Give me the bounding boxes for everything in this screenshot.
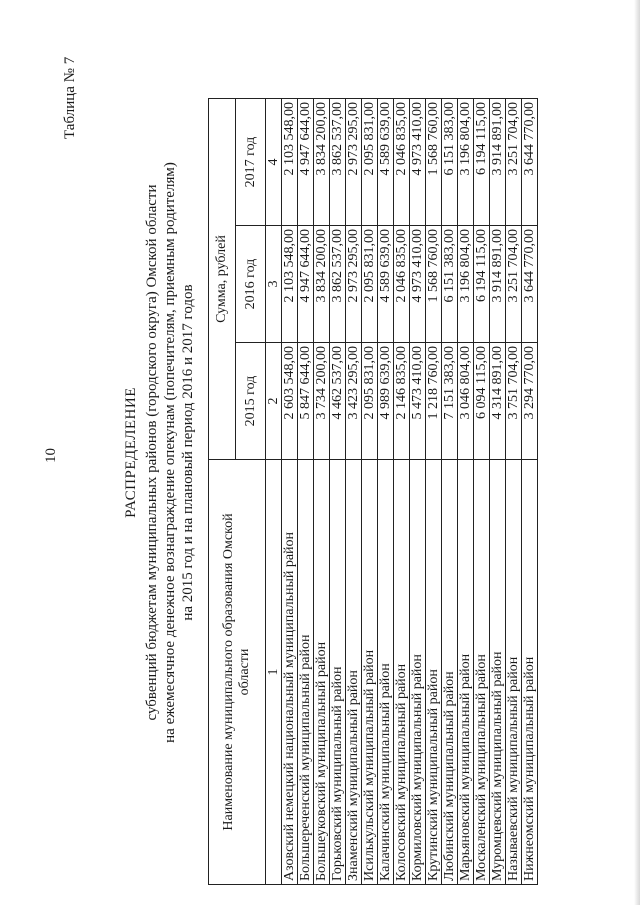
header-year-2016: 2016 год [236, 226, 266, 343]
value-2015-cell: 2 603 548,00 [282, 343, 298, 460]
municipality-name-cell: Любинский муниципальный район [442, 460, 458, 885]
header-municipality: Наименование муниципального образования Омской области [209, 460, 266, 885]
index-cell: 2 [266, 343, 282, 460]
value-2017-cell: 3 914 891,00 [490, 99, 506, 226]
value-2016-cell: 2 046 835,00 [394, 226, 410, 343]
table-row [442, 99, 458, 885]
municipality-name-cell: Кормиловский муниципальный район [410, 460, 426, 885]
municipality-name-cell: Колосовский муниципальный район [394, 460, 410, 885]
header-year-2017: 2017 год [236, 99, 266, 226]
value-2015-cell: 3 046 804,00 [458, 343, 474, 460]
table-row [298, 99, 314, 885]
value-2016-cell: 3 251 704,00 [506, 226, 522, 343]
index-cell: 1 [266, 460, 282, 885]
value-2017-cell: 2 973 295,00 [346, 99, 362, 226]
table-row [490, 99, 506, 885]
title-line-2: на ежемесячное денежное вознаграждение опекунам (попечителям, приемным родителям) [162, 162, 178, 743]
table-row [394, 99, 410, 885]
value-2017-cell: 6 151 383,00 [442, 99, 458, 226]
value-2015-cell: 7 151 383,00 [442, 343, 458, 460]
index-cell: 3 [266, 226, 282, 343]
table-row [314, 99, 330, 885]
table-row [410, 99, 426, 885]
value-2017-cell: 2 103 548,00 [282, 99, 298, 226]
table-row [474, 99, 490, 885]
table-row [282, 99, 298, 885]
table-body [282, 99, 538, 885]
municipality-name-cell: Муромцевский муниципальный район [490, 460, 506, 885]
table-row [426, 99, 442, 885]
value-2016-cell: 4 973 410,00 [410, 226, 426, 343]
value-2015-cell: 3 423 295,00 [346, 343, 362, 460]
table-row [506, 99, 522, 885]
value-2017-cell: 3 196 804,00 [458, 99, 474, 226]
table-row [330, 99, 346, 885]
value-2017-cell: 4 973 410,00 [410, 99, 426, 226]
value-2015-cell: 5 473 410,00 [410, 343, 426, 460]
value-2015-cell: 2 095 831,00 [362, 343, 378, 460]
municipality-name-cell: Большеуковский муниципальный район [314, 460, 330, 885]
value-2017-cell: 4 947 644,00 [298, 99, 314, 226]
value-2016-cell: 2 095 831,00 [362, 226, 378, 343]
value-2016-cell: 3 834 200,00 [314, 226, 330, 343]
index-cell: 4 [266, 99, 282, 226]
value-2015-cell: 5 847 644,00 [298, 343, 314, 460]
value-2016-cell: 6 151 383,00 [442, 226, 458, 343]
municipality-name-cell: Горьковский муниципальный район [330, 460, 346, 885]
table-row [346, 99, 362, 885]
header-sum: Сумма, рублей [209, 99, 236, 460]
value-2016-cell: 2 973 295,00 [346, 226, 362, 343]
municipality-name-cell: Крутинский муниципальный район [426, 460, 442, 885]
value-2017-cell: 2 095 831,00 [362, 99, 378, 226]
value-2015-cell: 3 294 770,00 [522, 343, 538, 460]
header-year-2015: 2015 год [236, 343, 266, 460]
value-2016-cell: 1 568 760,00 [426, 226, 442, 343]
municipality-name-cell: Марьяновский муниципальный район [458, 460, 474, 885]
value-2017-cell: 1 568 760,00 [426, 99, 442, 226]
value-2017-cell: 6 194 115,00 [474, 99, 490, 226]
value-2016-cell: 6 194 115,00 [474, 226, 490, 343]
value-2016-cell: 4 589 639,00 [378, 226, 394, 343]
value-2016-cell: 3 862 537,00 [330, 226, 346, 343]
value-2015-cell: 4 989 639,00 [378, 343, 394, 460]
subvention-table [208, 98, 538, 885]
table-row [522, 99, 538, 885]
value-2016-cell: 2 103 548,00 [282, 226, 298, 343]
value-2015-cell: 2 146 835,00 [394, 343, 410, 460]
value-2015-cell: 3 751 704,00 [506, 343, 522, 460]
value-2016-cell: 3 644 770,00 [522, 226, 538, 343]
title-line-1: субвенций бюджетам муниципальных районов (городского округа) Омской области [144, 184, 160, 721]
municipality-name-cell: Знаменский муниципальный район [346, 460, 362, 885]
value-2016-cell: 3 914 891,00 [490, 226, 506, 343]
municipality-name-cell: Нижнеомский муниципальный район [522, 460, 538, 885]
table-row [458, 99, 474, 885]
table-row [362, 99, 378, 885]
table-row [378, 99, 394, 885]
value-2017-cell: 3 862 537,00 [330, 99, 346, 226]
municipality-name-cell: Калачинский муниципальный район [378, 460, 394, 885]
municipality-name-cell: Азовский немецкий национальный муниципальный район [282, 460, 298, 885]
value-2017-cell: 2 046 835,00 [394, 99, 410, 226]
title-line-3: на 2015 год и на плановый период 2016 и 2017 годов [180, 284, 196, 621]
value-2017-cell: 3 834 200,00 [314, 99, 330, 226]
value-2016-cell: 3 196 804,00 [458, 226, 474, 343]
value-2015-cell: 1 218 760,00 [426, 343, 442, 460]
value-2017-cell: 4 589 639,00 [378, 99, 394, 226]
municipality-name-cell: Называевский муниципальный район [506, 460, 522, 885]
municipality-name-cell: Исилькульский муниципальный район [362, 460, 378, 885]
document-heading: РАСПРЕДЕЛЕНИЕ [123, 387, 139, 518]
page-number: 10 [43, 448, 59, 463]
value-2017-cell: 3 251 704,00 [506, 99, 522, 226]
value-2015-cell: 4 462 537,00 [330, 343, 346, 460]
value-2015-cell: 6 094 115,00 [474, 343, 490, 460]
value-2015-cell: 4 314 891,00 [490, 343, 506, 460]
municipality-name-cell: Большереченский муниципальный район [298, 460, 314, 885]
table-number: Таблица № 7 [62, 56, 78, 139]
municipality-name-cell: Москаленский муниципальный район [474, 460, 490, 885]
value-2017-cell: 3 644 770,00 [522, 99, 538, 226]
value-2016-cell: 4 947 644,00 [298, 226, 314, 343]
value-2015-cell: 3 734 200,00 [314, 343, 330, 460]
